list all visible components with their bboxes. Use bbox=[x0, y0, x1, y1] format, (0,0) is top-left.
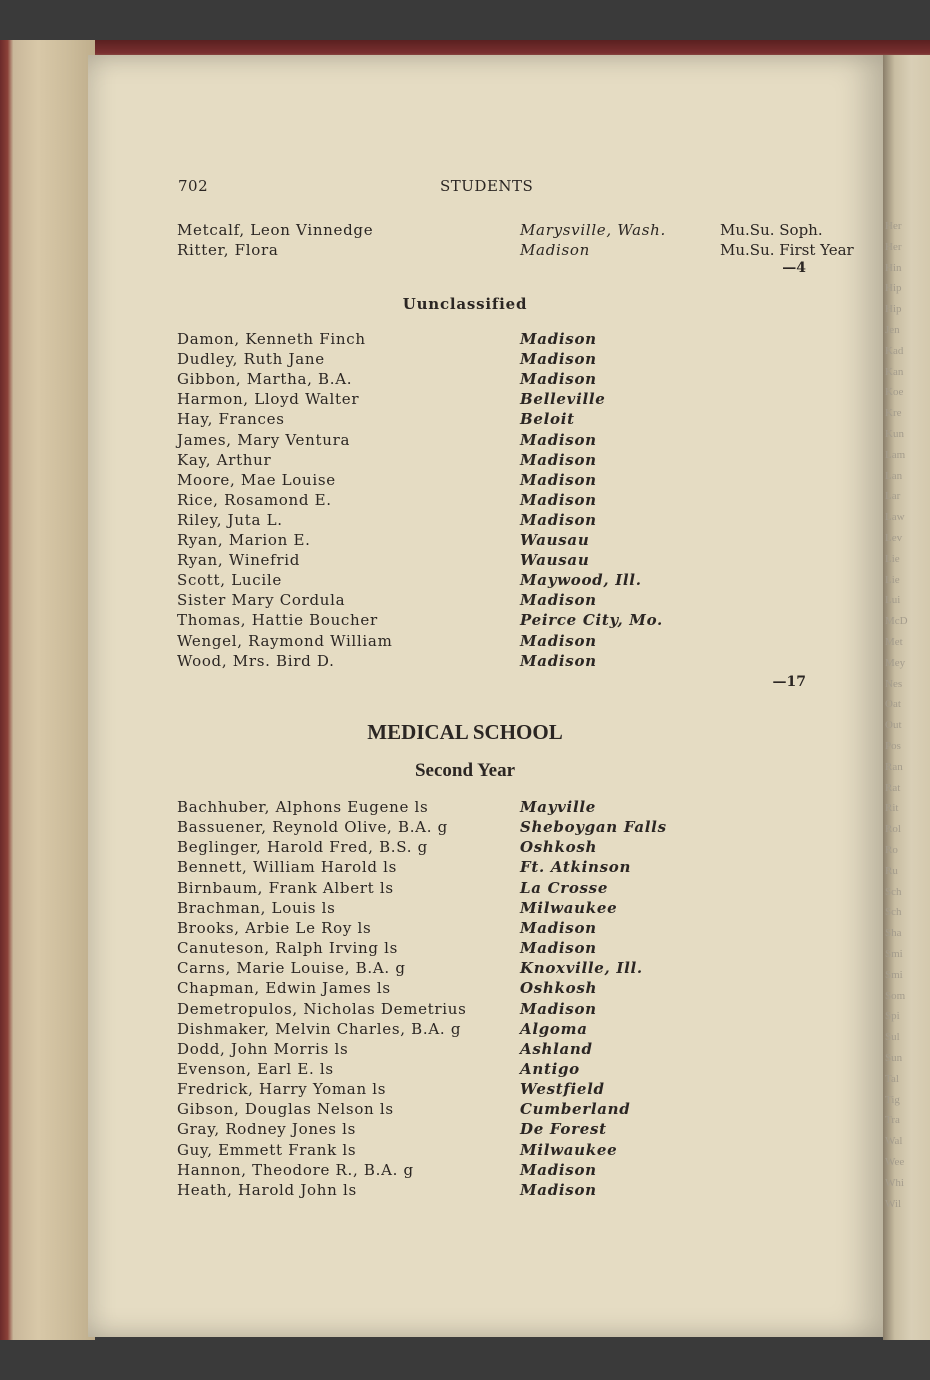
student-hometown: Knoxville, Ill. bbox=[520, 959, 643, 978]
facing-page-text: Whi bbox=[885, 1176, 904, 1189]
facing-page-text: Kre bbox=[885, 407, 902, 420]
student-name: Damon, Kenneth Finch bbox=[177, 330, 366, 348]
facing-page-text: Sul bbox=[885, 1031, 900, 1044]
facing-page-text: Smi bbox=[885, 968, 903, 981]
facing-page-text: Lie bbox=[885, 573, 900, 586]
facing-page-text: Kad bbox=[885, 344, 904, 357]
student-name: Riley, Juta L. bbox=[177, 510, 283, 529]
facing-page-text: Tal bbox=[885, 1072, 899, 1085]
student-name: Demetropulos, Nicholas Demetrius bbox=[177, 999, 467, 1018]
student-hometown: Madison bbox=[520, 430, 597, 449]
facing-page-text: Pos bbox=[885, 740, 901, 752]
student-hometown: Madison bbox=[520, 241, 590, 259]
facing-page-text: Sha bbox=[885, 927, 902, 940]
facing-page-text: Jen bbox=[885, 324, 900, 336]
facing-page-text: Wee bbox=[885, 1156, 905, 1168]
student-hometown: Peirce City, Mo. bbox=[520, 611, 663, 630]
student-name: Wengel, Raymond William bbox=[177, 631, 393, 650]
facing-page-text: Hip bbox=[885, 303, 902, 316]
student-name: Moore, Mae Louise bbox=[177, 470, 336, 489]
student-name: Ritter, Flora bbox=[177, 241, 279, 259]
student-name: Sister Mary Cordula bbox=[177, 591, 346, 610]
student-hometown: Madison bbox=[520, 510, 597, 529]
student-hometown: Marysville, Wash. bbox=[520, 221, 667, 239]
student-class: Mu.Su. Soph. bbox=[720, 221, 823, 239]
student-name: Beglinger, Harold Fred, B.S. g bbox=[177, 838, 428, 857]
facing-page-text: Her bbox=[885, 240, 902, 253]
student-hometown: Madison bbox=[520, 651, 597, 670]
student-hometown: Madison bbox=[520, 370, 597, 389]
student-name: Scott, Lucile bbox=[177, 571, 282, 590]
facing-page-text: Rat bbox=[885, 781, 901, 794]
facing-page-edge bbox=[883, 55, 930, 1340]
facing-page-text: Oat bbox=[885, 698, 901, 711]
student-hometown: Milwaukee bbox=[520, 898, 618, 917]
student-name: Heath, Harold John ls bbox=[177, 1180, 357, 1199]
facing-page-text: Tig bbox=[885, 1093, 900, 1106]
student-name: Fredrick, Harry Yoman ls bbox=[177, 1080, 387, 1099]
student-hometown: Madison bbox=[520, 591, 597, 610]
student-hometown: Madison bbox=[520, 939, 597, 958]
student-hometown: Madison bbox=[520, 350, 597, 369]
facing-page-text: Spi bbox=[885, 1010, 900, 1023]
facing-page-text: Lan bbox=[885, 469, 903, 482]
student-name: Gray, Rodney Jones ls bbox=[177, 1120, 357, 1139]
student-hometown: La Crosse bbox=[520, 878, 609, 897]
student-name: Bennett, William Harold ls bbox=[177, 858, 398, 877]
student-hometown: Madison bbox=[520, 918, 597, 937]
student-hometown: Madison bbox=[520, 631, 597, 650]
student-name: Wood, Mrs. Bird D. bbox=[177, 651, 335, 670]
facing-page-text: Rit bbox=[885, 802, 899, 815]
facing-page-text: Koe bbox=[885, 386, 904, 399]
facing-page-text: Sch bbox=[885, 885, 902, 898]
facing-page-text: Kan bbox=[885, 365, 904, 378]
student-hometown: Sheboygan Falls bbox=[520, 818, 667, 837]
student-hometown: Wausau bbox=[520, 551, 590, 570]
student-hometown: Madison bbox=[520, 450, 597, 469]
student-name: Bachhuber, Alphons Eugene ls bbox=[177, 798, 429, 816]
facing-page-text: Met bbox=[885, 636, 903, 648]
student-hometown: Madison bbox=[520, 999, 597, 1018]
student-hometown: Oshkosh bbox=[520, 838, 598, 857]
student-name: Harmon, Lloyd Walter bbox=[177, 390, 360, 409]
facing-page-text: Ro bbox=[885, 844, 898, 856]
student-hometown: Cumberland bbox=[520, 1100, 631, 1119]
student-class: Mu.Su. First Year bbox=[720, 241, 854, 259]
student-hometown: Madison bbox=[520, 490, 597, 509]
student-hometown: Mayville bbox=[520, 798, 596, 816]
facing-page-text: Wal bbox=[885, 1135, 903, 1148]
facing-page-text: Ru bbox=[885, 864, 898, 877]
student-name: Chapman, Edwin James ls bbox=[177, 979, 391, 998]
facing-page-text: Sun bbox=[885, 1052, 903, 1064]
book-page-edges bbox=[0, 40, 95, 1340]
student-name: Bassuener, Reynold Olive, B.A. g bbox=[177, 818, 448, 837]
student-name: Ryan, Winefrid bbox=[177, 551, 301, 570]
student-name: Birnbaum, Frank Albert ls bbox=[177, 878, 394, 897]
facing-page-text: Lev bbox=[885, 532, 903, 544]
unclassified-count: —17 bbox=[772, 674, 806, 690]
facing-page-text: McD bbox=[885, 615, 908, 628]
student-name: Carns, Marie Louise, B.A. g bbox=[177, 959, 406, 978]
medical-school-heading: MEDICAL SCHOOL bbox=[367, 720, 563, 744]
student-name: Dishmaker, Melvin Charles, B.A. g bbox=[177, 1019, 462, 1038]
page-number: 702 bbox=[178, 177, 209, 195]
student-name: Ryan, Marion E. bbox=[177, 531, 311, 549]
student-name: Thomas, Hattie Boucher bbox=[177, 611, 378, 630]
student-hometown: Oshkosh bbox=[520, 979, 598, 998]
facing-page-text: Sch bbox=[885, 906, 902, 919]
student-name: Hay, Frances bbox=[177, 410, 285, 429]
student-hometown: Wausau bbox=[520, 531, 590, 549]
student-hometown: Madison bbox=[520, 470, 597, 489]
facing-page-text: Lar bbox=[885, 490, 901, 503]
facing-page-text: Rol bbox=[885, 823, 901, 836]
student-name: Gibbon, Martha, B.A. bbox=[177, 370, 353, 389]
facing-page-text: Lui bbox=[885, 594, 901, 607]
student-hometown: Antigo bbox=[520, 1059, 580, 1078]
student-hometown: Madison bbox=[520, 1160, 597, 1179]
second-year-heading: Second Year bbox=[414, 760, 516, 781]
student-name: Hannon, Theodore R., B.A. g bbox=[177, 1160, 414, 1179]
student-hometown: Ashland bbox=[520, 1039, 593, 1058]
student-name: Gibson, Douglas Nelson ls bbox=[177, 1100, 394, 1119]
top-count: —4 bbox=[782, 260, 806, 276]
student-name: Dudley, Ruth Jane bbox=[177, 350, 325, 369]
facing-page-text: Lam bbox=[885, 448, 906, 461]
facing-page-text: Hin bbox=[885, 261, 902, 274]
student-hometown: Ft. Atkinson bbox=[520, 858, 632, 877]
facing-page-text: Hip bbox=[885, 282, 902, 295]
student-hometown: Beloit bbox=[520, 410, 575, 429]
student-name: Canuteson, Ralph Irving ls bbox=[177, 939, 399, 958]
student-name: Dodd, John Morris ls bbox=[177, 1039, 349, 1058]
facing-page-text: Out bbox=[885, 719, 902, 732]
facing-page-text: Wil bbox=[885, 1197, 902, 1210]
facing-page-text: Smi bbox=[885, 948, 903, 960]
facing-page-text: Kun bbox=[885, 428, 904, 440]
student-name: James, Mary Ventura bbox=[177, 430, 351, 449]
student-hometown: Madison bbox=[520, 330, 597, 348]
page-title: STUDENTS bbox=[440, 177, 534, 195]
student-hometown: Westfield bbox=[520, 1080, 605, 1099]
facing-page-text: Law bbox=[885, 511, 905, 524]
facing-page-text: Her bbox=[885, 220, 902, 232]
student-hometown: Madison bbox=[520, 1180, 597, 1199]
student-hometown: Maywood, Ill. bbox=[520, 571, 642, 590]
student-name: Kay, Arthur bbox=[177, 450, 272, 469]
facing-page-text: Mey bbox=[885, 656, 906, 669]
facing-page-text: Ran bbox=[885, 760, 903, 773]
student-name: Rice, Rosamond E. bbox=[177, 490, 332, 509]
student-hometown: Belleville bbox=[520, 390, 606, 409]
student-hometown: Milwaukee bbox=[520, 1140, 618, 1159]
facing-page-text: Tra bbox=[885, 1114, 900, 1127]
student-name: Brooks, Arbie Le Roy ls bbox=[177, 918, 372, 937]
student-name: Guy, Emmett Frank ls bbox=[177, 1140, 357, 1159]
facing-page-text: Nes bbox=[885, 677, 903, 690]
facing-page-text: Som bbox=[885, 989, 906, 1002]
student-name: Brachman, Louis ls bbox=[177, 898, 336, 917]
unclassified-heading: Uunclassified bbox=[402, 295, 528, 313]
student-name: Metcalf, Leon Vinnedge bbox=[177, 221, 374, 239]
student-hometown: Algoma bbox=[520, 1019, 588, 1038]
student-name: Evenson, Earl E. ls bbox=[177, 1059, 334, 1078]
student-hometown: De Forest bbox=[520, 1120, 607, 1139]
facing-page-text: Lie bbox=[885, 552, 900, 565]
